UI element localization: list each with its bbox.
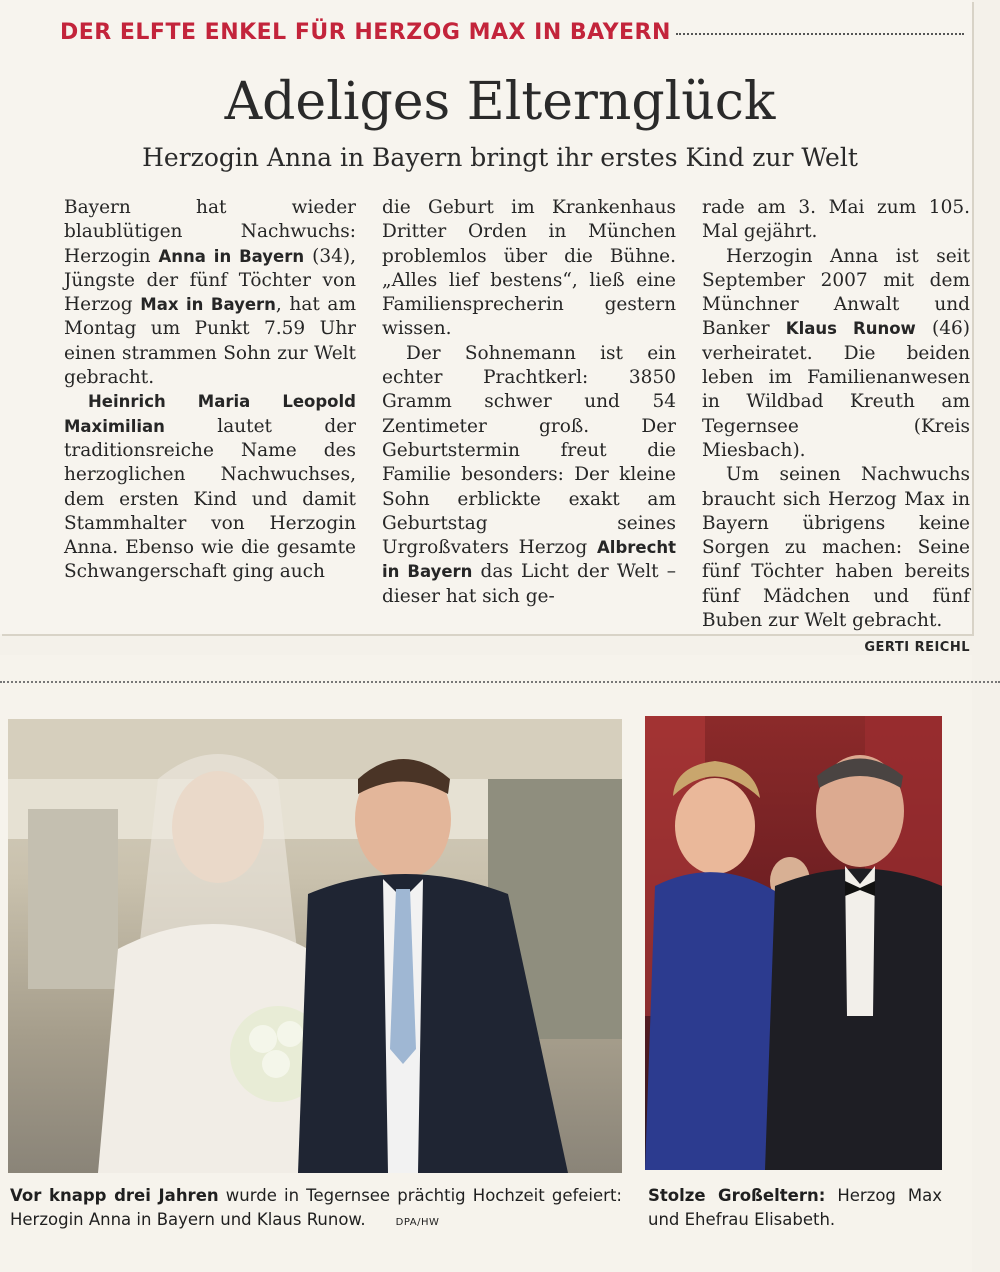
article-column-3 — [702, 196, 970, 661]
text: lautet der traditionsreiche Name des herzoglichen Nachwuchses, dem ersten Kind und damit Stammhalter von Herzogin Anna. Ebenso wie die gesamte Schwangerschaft ging auch — [64, 415, 356, 583]
photo-credit: DPA/HW — [395, 1217, 440, 1228]
grandparents-photo — [645, 716, 942, 1170]
subheadline: Herzogin Anna in Bayern bringt ihr erstes Kind zur Welt — [142, 143, 858, 172]
paragraph: die Geburt im Krankenhaus Dritter Orden in München problemlos über die Bühne. „Alles lief bestens“, ließ eine Familiensprecherin gestern wissen. — [382, 197, 676, 340]
text: (46) verheiratet. Die beiden leben im Familienanwesen in Wildbad Kreuth am Tegernsee (Kreis Miesbach). — [702, 318, 971, 461]
grandparents-photo-illustration — [645, 716, 942, 1170]
text: Um seinen Nachwuchs braucht sich Herzog Max in Bayern übrigens keine Sorgen zu machen: Seine fünf Töchter haben bereits fünf Mädchen und fünf Buben zur Welt gebracht. — [702, 464, 970, 632]
text: Bayern hat wieder blaublütigen Nachwuchs: Herzogin — [64, 197, 356, 267]
bold-name: Anna in Bayern — [158, 246, 305, 266]
caption-lead: Stolze Großeltern: — [648, 1186, 826, 1205]
bold-name: Max in Bayern — [140, 295, 276, 315]
kicker-rule — [676, 33, 964, 35]
bold-name: Klaus Runow — [785, 319, 916, 339]
article-column-2 — [382, 196, 676, 609]
author-byline: GERTI REICHL — [864, 640, 970, 656]
kicker: DER ELFTE ENKEL FÜR HERZOG MAX IN BAYERN — [60, 20, 671, 45]
text: , hat am Montag um Punkt 7.59 Uhr einen strammen Sohn zur Welt gebracht. — [64, 294, 356, 389]
section-divider — [0, 681, 1000, 683]
caption-lead: Vor knapp drei Jahren — [10, 1186, 219, 1205]
bold-name: Heinrich Maria Leopold Maximilian — [64, 392, 356, 436]
text: Der Sohnemann ist ein echter Prachtkerl: 3850 Gramm schwer und 54 Zentimeter groß. Der Geburtstermin freut die Familie besonders: Der kleine Sohn erblickte exakt am Geburtstag seines Urgroßvaters Herzog — [382, 342, 676, 559]
text: Herzogin Anna ist seit September 2007 mit dem Münchner Anwalt und Banker — [702, 245, 970, 340]
bold-name: Albrecht in Bayern — [382, 538, 676, 582]
paragraph: rade am 3. Mai zum 105. Mal gejährt. — [702, 197, 970, 243]
caption-text: Herzog Max und Ehefrau Elisabeth. — [648, 1186, 942, 1229]
text: das Licht der Welt – dieser hat sich ge- — [382, 561, 676, 607]
wedding-photo-illustration — [8, 719, 622, 1173]
text: (34), Jüngste der fünf Töchter von Herzog — [64, 245, 356, 316]
headline: Adeliges Elternglück — [224, 72, 776, 132]
grandparents-photo-caption — [648, 1184, 942, 1232]
article-column-1 — [64, 196, 356, 585]
wedding-photo — [8, 719, 622, 1173]
wedding-photo-caption — [10, 1184, 622, 1235]
caption-text: wurde in Tegernsee prächtig Hochzeit gefeiert: Herzogin Anna in Bayern und Klaus Runow. — [10, 1186, 622, 1229]
